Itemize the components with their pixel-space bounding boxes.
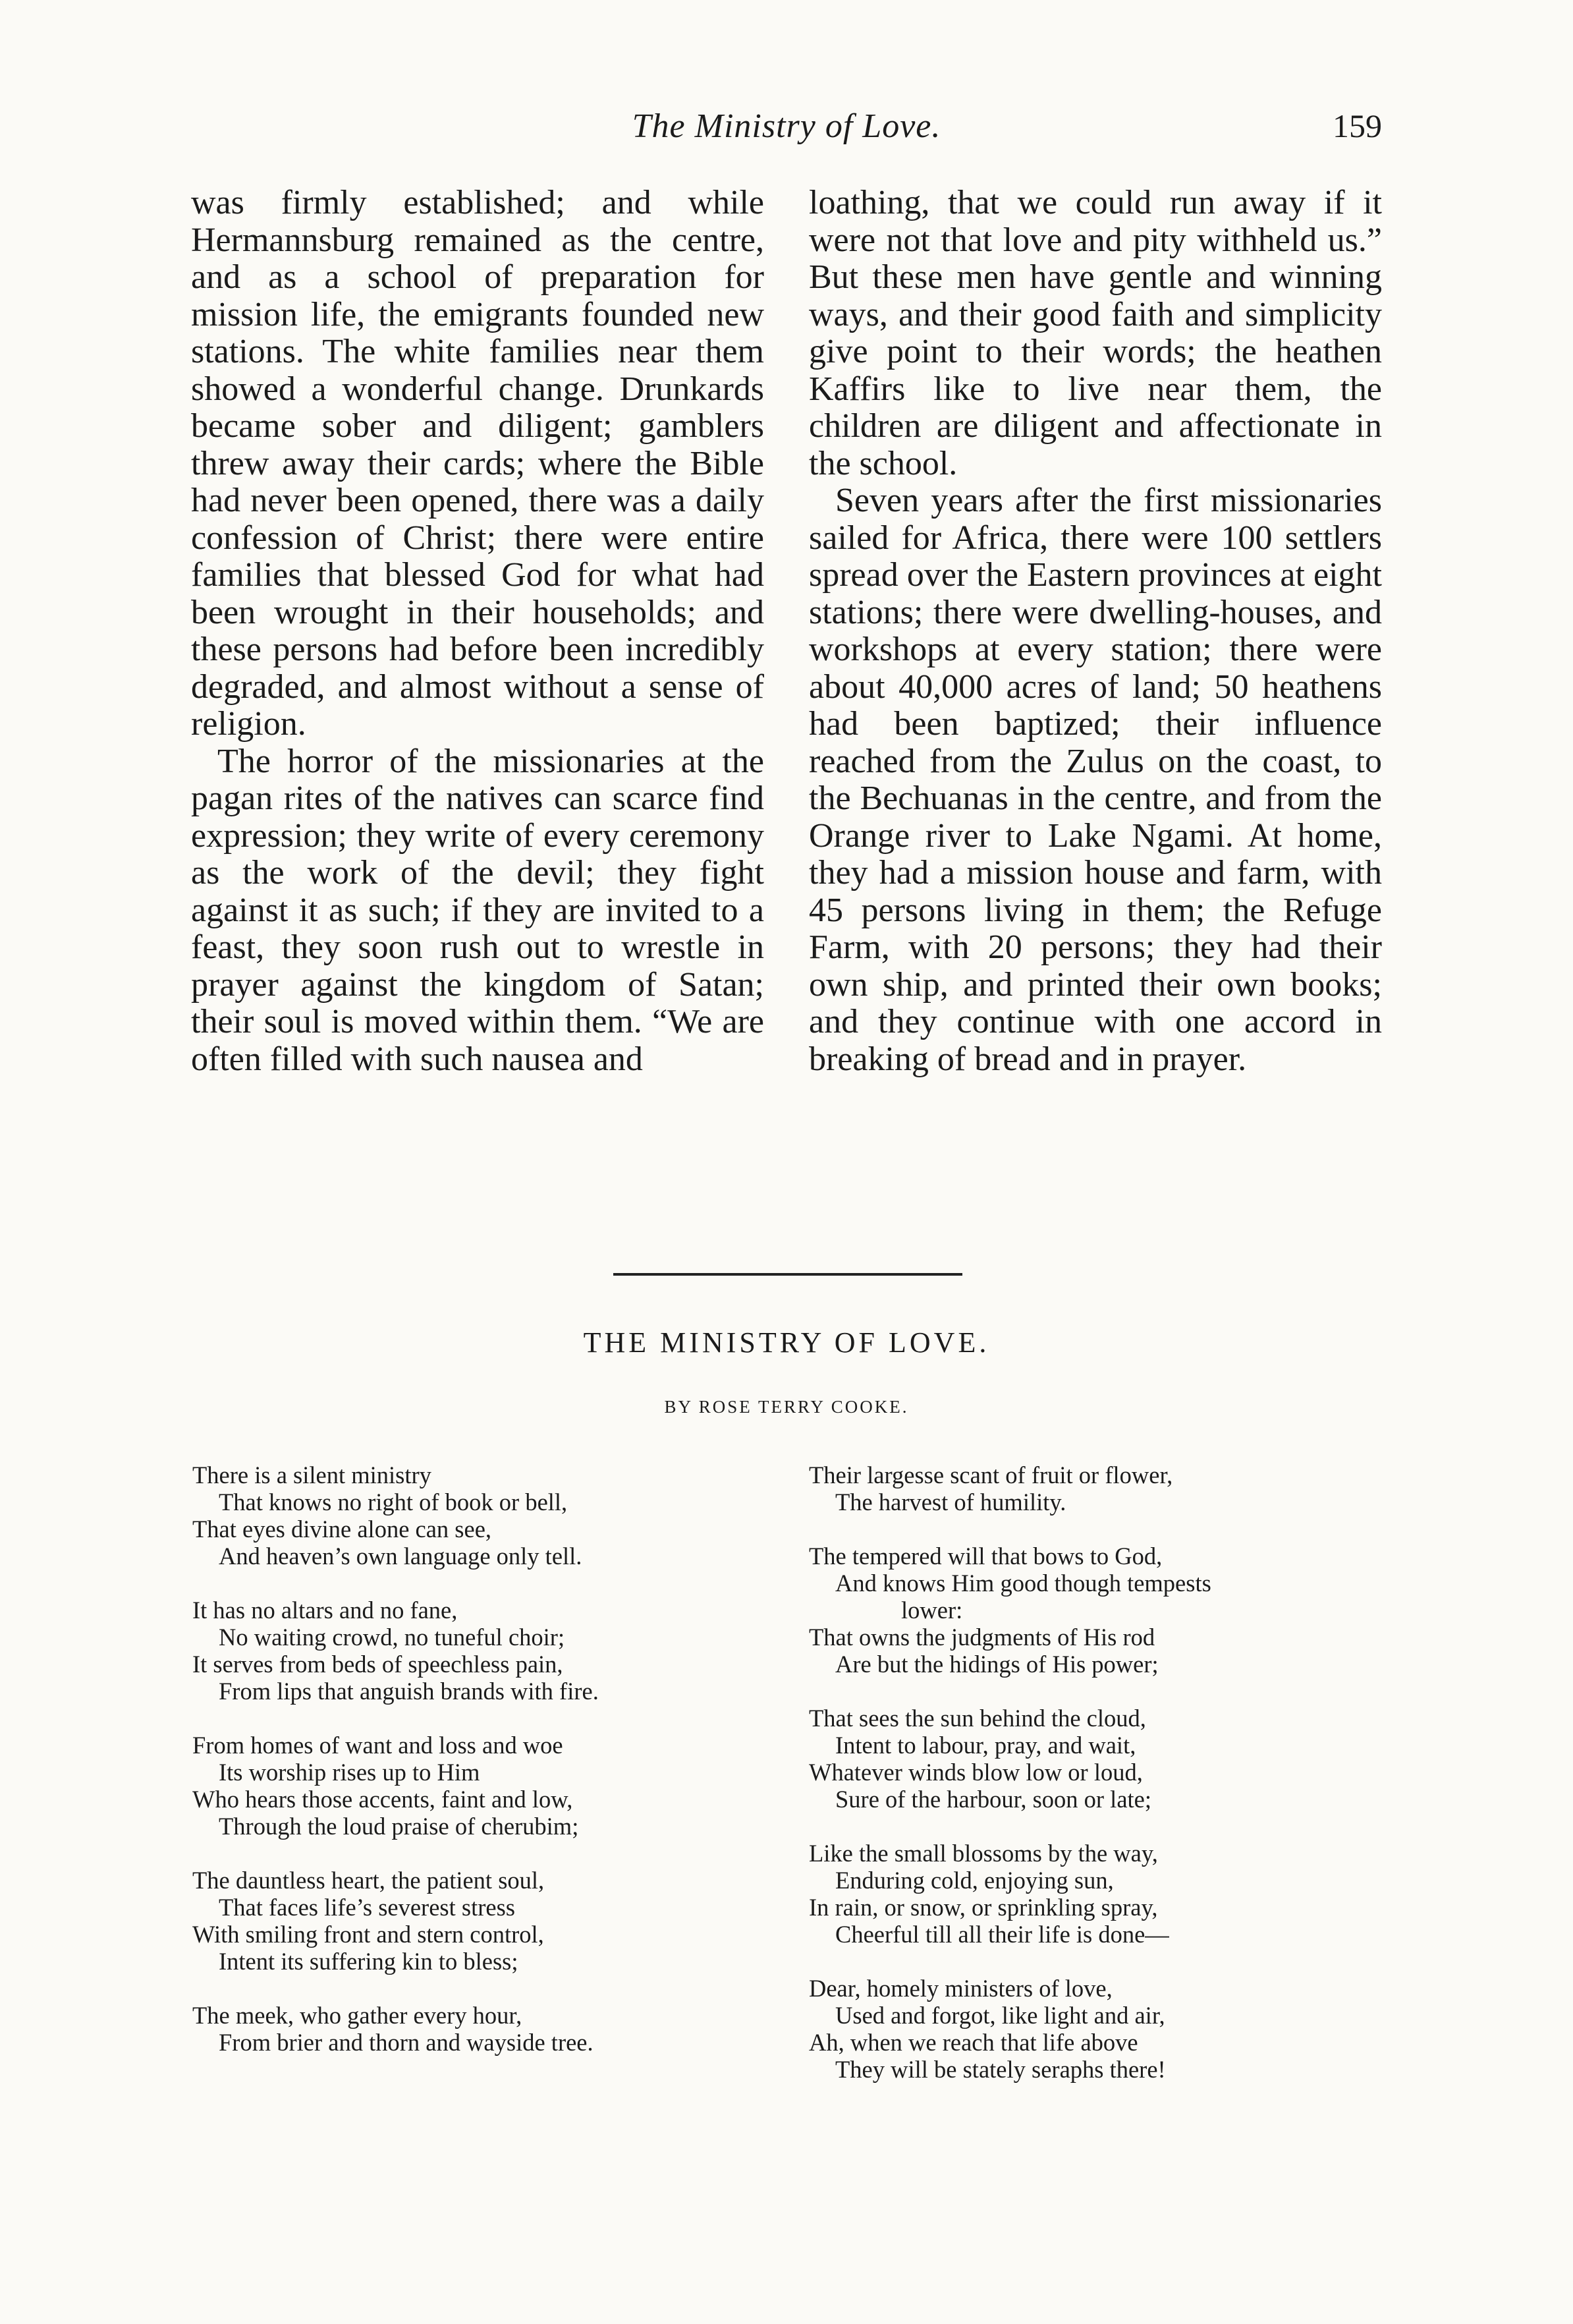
poem-line: Cheerful till all their life is done— — [835, 1921, 1169, 1948]
poem-stanza — [192, 1461, 785, 1570]
article-paragraph: The horror of the missionaries at the pagan rites of the natives can scarce find expression; they write of every ceremony as the work of the devil; they fight against it as such; if they are invited to a feast, they soon rush out to wrestle in prayer against the kingdom of Satan; their soul is moved within them. “We are often filled with such nausea and — [191, 742, 764, 1078]
poem-stanza — [192, 1597, 785, 1705]
poem-line: And heaven’s own language only tell. — [219, 1543, 582, 1570]
poem-line: The tempered will that bows to God, — [809, 1543, 1163, 1570]
page-header — [0, 107, 1573, 159]
poem-stanza — [809, 1840, 1402, 1948]
poem-stanza — [809, 1461, 1402, 1516]
poem-line: With smiling front and stern control, — [192, 1921, 544, 1948]
poem-line: The harvest of humility. — [835, 1488, 1066, 1516]
poem-line: That eyes divine alone can see, — [192, 1516, 492, 1543]
poem-line: And knows Him good though tempests — [835, 1570, 1211, 1597]
poem-line: From homes of want and loss and woe — [192, 1732, 563, 1759]
poem-stanza — [809, 1543, 1402, 1678]
article-right-column — [809, 184, 1382, 1078]
poem-line: Whatever winds blow low or loud, — [809, 1759, 1143, 1786]
poem-line: Its worship rises up to Him — [219, 1759, 480, 1786]
poem-stanza — [192, 2002, 785, 2056]
poem-line: Are but the hidings of His power; — [835, 1651, 1159, 1678]
poem-line: Intent its suffering kin to bless; — [219, 1948, 518, 1975]
poem-line: The meek, who gather every hour, — [192, 2002, 522, 2029]
poem-line: lower: — [901, 1597, 963, 1624]
poem-line: In rain, or snow, or sprinkling spray, — [809, 1894, 1158, 1921]
article-paragraph: Seven years after the first missionaries sailed for Africa, there were 100 settlers spread over the Eastern provinces at eight stations; there were dwelling-houses, and workshops at every station; there were about 40,000 acres of land; 50 heathens had been baptized; their influence reached from the Zulus on the coast, to the Bechuanas in the centre, and from the Orange river to Lake Ngami. At home, they had a mission house and farm, with 45 persons living in them; the Refuge Farm, with 20 persons; they had their own ship, and printed their own books; and they continue with one accord in breaking of bread and in prayer. — [809, 482, 1382, 1078]
poem-line: Ah, when we reach that life above — [809, 2029, 1138, 2056]
poem-title: THE MINISTRY OF LOVE. — [583, 1326, 990, 1359]
poem-line: That faces life’s severest stress — [219, 1894, 515, 1921]
article-paragraph: was firmly established; and while Hermannsburg remained as the centre, and as a school of preparation for mission life, the emigrants founded new stations. The white families near them showed a wonderful change. Drunkards became sober and diligent; gamblers threw away their cards; where the Bible had never been opened, there was a daily confession of Christ; there were entire families that blessed God for what had been wrought in their households; and these persons had before been incredibly degraded, and almost without a sense of religion. — [191, 184, 764, 743]
poem-line: Like the small blossoms by the way, — [809, 1840, 1158, 1867]
poem-line: They will be stately seraphs there! — [835, 2056, 1166, 2083]
page-number: 159 — [1333, 107, 1382, 144]
poem-stanza — [809, 1975, 1402, 2083]
poem-line: Through the loud praise of cherubim; — [219, 1813, 579, 1840]
poem-line: Intent to labour, pray, and wait, — [835, 1732, 1136, 1759]
poem-line: Enduring cold, enjoying sun, — [835, 1867, 1114, 1894]
section-divider — [613, 1273, 962, 1276]
poem-line: It serves from beds of speechless pain, — [192, 1651, 563, 1678]
poem-stanza — [809, 1705, 1402, 1813]
running-title: The Ministry of Love. — [632, 107, 941, 145]
poem-line: Sure of the harbour, soon or late; — [835, 1786, 1152, 1813]
article-paragraph: loathing, that we could run away if it were not that love and pity withheld us.” But these men have gentle and winning ways, and their good faith and simplicity give point to their words; the heathen Kaffirs like to live near them, the children are diligent and affectionate in the school. — [809, 184, 1382, 482]
poem-line: That owns the judgments of His rod — [809, 1624, 1155, 1651]
poem-line: Their largesse scant of fruit or flower, — [809, 1461, 1173, 1488]
poem-line: From lips that anguish brands with fire. — [219, 1678, 599, 1705]
poem-byline: BY ROSE TERRY COOKE. — [664, 1397, 909, 1417]
poem-line: From brier and thorn and wayside tree. — [219, 2029, 593, 2056]
poem-line: That sees the sun behind the cloud, — [809, 1705, 1146, 1732]
poem-line: There is a silent ministry — [192, 1461, 431, 1488]
poem-right-column — [809, 1461, 1402, 2083]
poem-line: That knows no right of book or bell, — [219, 1488, 568, 1516]
poem-line: No waiting crowd, no tuneful choir; — [219, 1624, 565, 1651]
poem-line: Who hears those accents, faint and low, — [192, 1786, 573, 1813]
poem-line: It has no altars and no fane, — [192, 1597, 458, 1624]
poem-line: The dauntless heart, the patient soul, — [192, 1867, 545, 1894]
poem-line: Dear, homely ministers of love, — [809, 1975, 1113, 2002]
poem-stanza — [192, 1732, 785, 1840]
poem-line: Used and forgot, like light and air, — [835, 2002, 1165, 2029]
poem-stanza — [192, 1867, 785, 1975]
article-left-column — [191, 184, 764, 1078]
poem-left-column — [192, 1461, 785, 2056]
